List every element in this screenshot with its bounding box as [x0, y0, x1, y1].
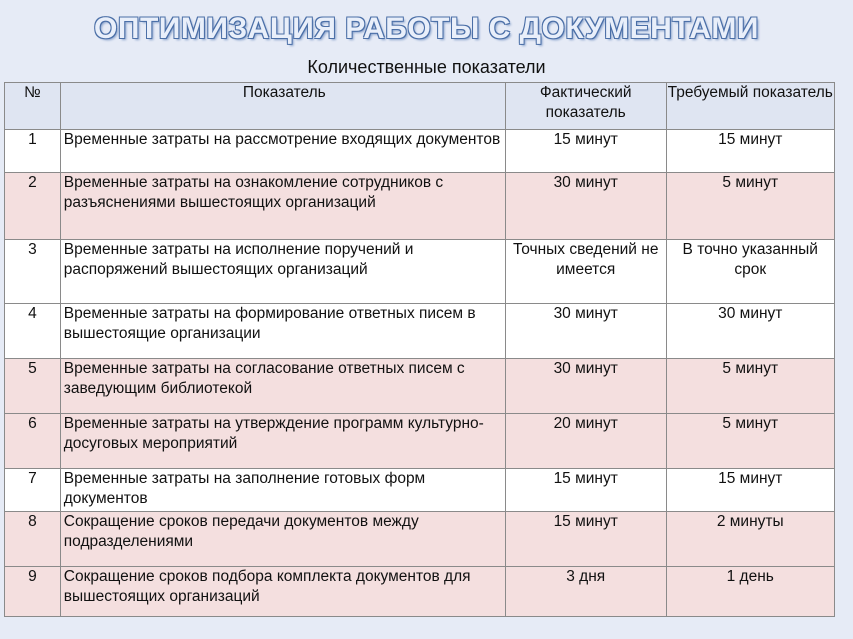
table-row — [5, 512, 835, 567]
row-actual: 3 дня — [505, 567, 666, 617]
table-header-row — [5, 83, 835, 130]
row-actual: 20 минут — [505, 414, 666, 469]
row-actual: 30 минут — [505, 304, 666, 359]
row-indicator: Временные затраты на утверждение программ культурно-досуговых мероприятий — [60, 414, 505, 469]
row-actual: 30 минут — [505, 359, 666, 414]
table-row — [5, 414, 835, 469]
table-row — [5, 130, 835, 173]
row-indicator: Сокращение сроков подбора комплекта документов для вышестоящих организаций — [60, 567, 505, 617]
row-num: 4 — [5, 304, 61, 359]
row-actual: 15 минут — [505, 469, 666, 512]
row-num: 7 — [5, 469, 61, 512]
row-required: 5 минут — [666, 359, 835, 414]
row-num: 1 — [5, 130, 61, 173]
row-required: 5 минут — [666, 414, 835, 469]
row-indicator: Временные затраты на формирование ответных писем в вышестоящие организации — [60, 304, 505, 359]
row-required: 15 минут — [666, 130, 835, 173]
header-indicator: Показатель — [60, 83, 505, 130]
row-required: В точно указанный срок — [666, 240, 835, 304]
table-row — [5, 567, 835, 617]
row-indicator: Временные затраты на заполнение готовых форм документов — [60, 469, 505, 512]
row-num: 5 — [5, 359, 61, 414]
row-num: 9 — [5, 567, 61, 617]
row-indicator: Временные затраты на ознакомление сотрудников с разъяснениями вышестоящих организаций — [60, 173, 505, 240]
row-actual: 30 минут — [505, 173, 666, 240]
row-required: 2 минуты — [666, 512, 835, 567]
row-indicator: Временные затраты на согласование ответных писем с заведующим библиотекой — [60, 359, 505, 414]
header-required: Требуемый показатель — [666, 83, 835, 130]
row-required: 5 минут — [666, 173, 835, 240]
row-num: 2 — [5, 173, 61, 240]
row-actual: Точных сведений не имеется — [505, 240, 666, 304]
row-actual: 15 минут — [505, 130, 666, 173]
page-title: ОПТИМИЗАЦИЯ РАБОТЫ С ДОКУМЕНТАМИ — [94, 12, 759, 45]
table-row — [5, 240, 835, 304]
row-indicator: Сокращение сроков передачи документов между подразделениями — [60, 512, 505, 567]
row-actual: 15 минут — [505, 512, 666, 567]
row-required: 30 минут — [666, 304, 835, 359]
row-required: 15 минут — [666, 469, 835, 512]
row-num: 6 — [5, 414, 61, 469]
page-subtitle: Количественные показатели — [307, 57, 546, 77]
indicators-table — [4, 82, 835, 617]
header-actual: Фактический показатель — [505, 83, 666, 130]
row-indicator: Временные затраты на исполнение поручений и распоряжений вышестоящих организаций — [60, 240, 505, 304]
row-indicator: Временные затраты на рассмотрение входящих документов — [60, 130, 505, 173]
table-row — [5, 469, 835, 512]
table-row — [5, 359, 835, 414]
table-row — [5, 173, 835, 240]
row-num: 8 — [5, 512, 61, 567]
row-num: 3 — [5, 240, 61, 304]
header-num: № — [5, 83, 61, 130]
row-required: 1 день — [666, 567, 835, 617]
table-row — [5, 304, 835, 359]
